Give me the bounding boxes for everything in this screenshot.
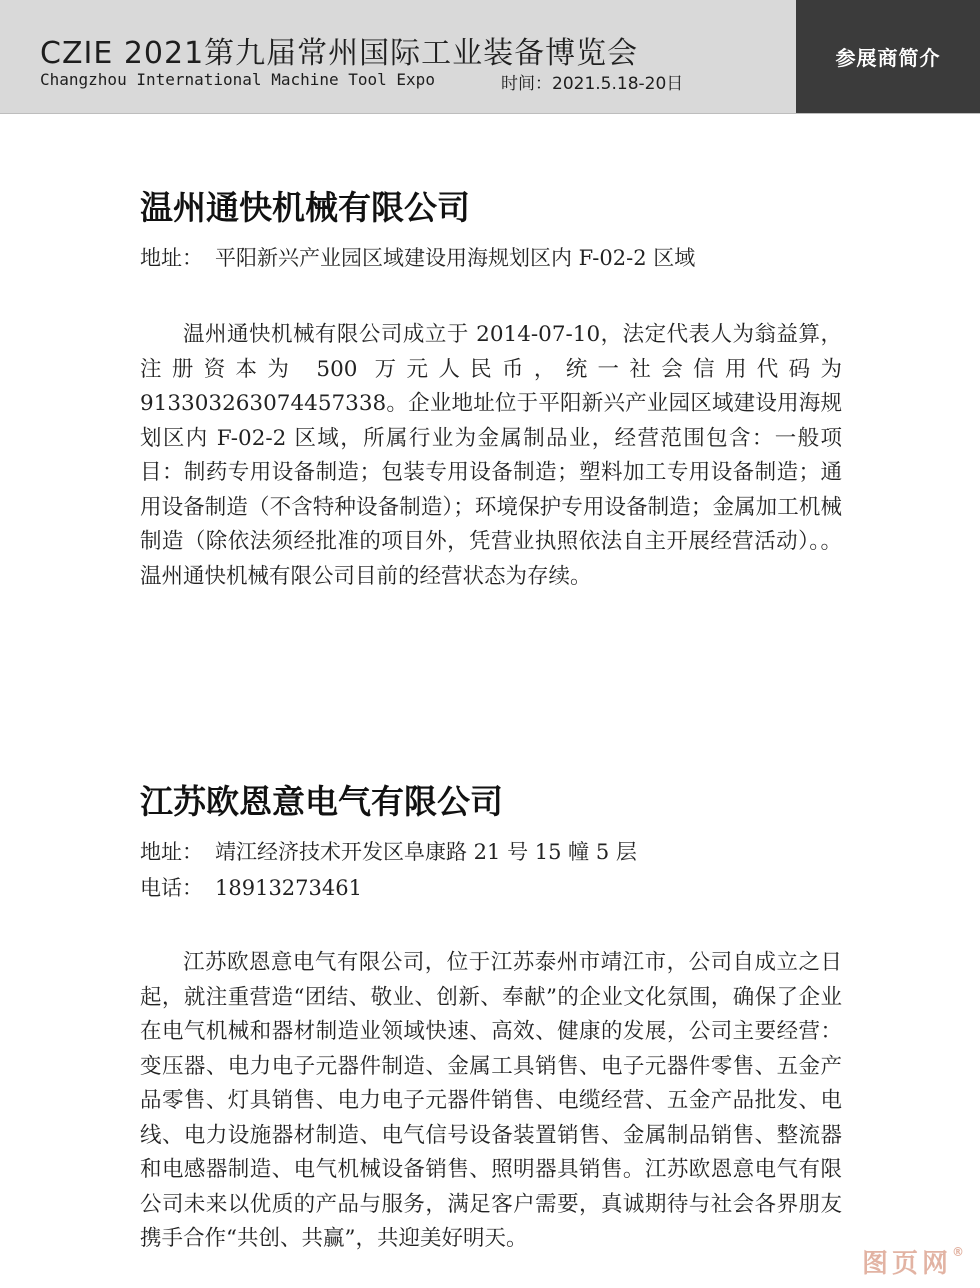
phone-value: 18913273461 (215, 876, 362, 900)
address-label: 地址： (140, 246, 203, 270)
watermark-text: 图页网 (861, 1249, 952, 1279)
company-description: 江苏欧恩意电气有限公司，位于江苏泰州市靖江市，公司自成立之日起，就注重营造“团结、敬业、创新、奉献”的企业文化氛围，确保了企业在电气机械和器材制造业领域快速、高效、健康的发展，公司主要经营：变压器、电力电子元器件制造、金属工具销售、电子元器件零售、五金产品零售、灯具销售、电力电子元器件销售、电缆经营、五金产品批发、电线、电力设施器材制造、电气信号设备装置销售、金属制品销售、整流器和电感器制造、电气机械设备销售、照明器具销售。江苏欧恩意电气有限公司未来以优质的产品与服务，满足客户需要，真诚期待与社会各界朋友携手合作“共创、共赢”，共迎美好明天。 (140, 950, 842, 1251)
expo-date: 时间：2021.5.18-20日 (501, 74, 684, 94)
company-name: 温州通快机械有限公司 (140, 188, 470, 227)
expo-title: CZIE 2021第九届常州国际工业装备博览会 (40, 36, 639, 71)
address-value: 平阳新兴产业园区域建设用海规划区内 F-02-2 区域 (215, 246, 696, 270)
company-description: 温州通快机械有限公司成立于 2014-07-10，法定代表人为翁益算，注册资本为 500 万元人民币，统一社会信用代码为 913303263074457338。企业地址位于平阳新兴产业园区域建设用海规划区内 F-02-2 区域，所属行业为金属制品业，经营范围包含：一般项目：制药专用设备制造；包装专用设备制造；塑料加工专用设备制造；通用设备制造（不含特种设备制造）；环境保护专用设备制造；金属加工机械制造（除依法须经批准的项目外，凭营业执照依法自主开展经营活动）。。温州通快机械有限公司目前的经营状态为存续。 (140, 322, 842, 589)
section-tab-exhibitors: 参展商简介 (796, 0, 980, 113)
company-address (140, 242, 695, 272)
company-address (140, 836, 637, 866)
address-value: 靖江经济技术开发区阜康路 21 号 15 幢 5 层 (215, 840, 637, 864)
company-name: 江苏欧恩意电气有限公司 (140, 782, 503, 821)
address-label: 地址： (140, 840, 203, 864)
registered-mark: ® (952, 1245, 964, 1260)
phone-label: 电话： (140, 876, 203, 900)
expo-subtitle: Changzhou International Machine Tool Expo (40, 70, 435, 89)
company-phone (140, 872, 362, 902)
page-header (0, 0, 980, 114)
watermark-logo (862, 1243, 964, 1280)
